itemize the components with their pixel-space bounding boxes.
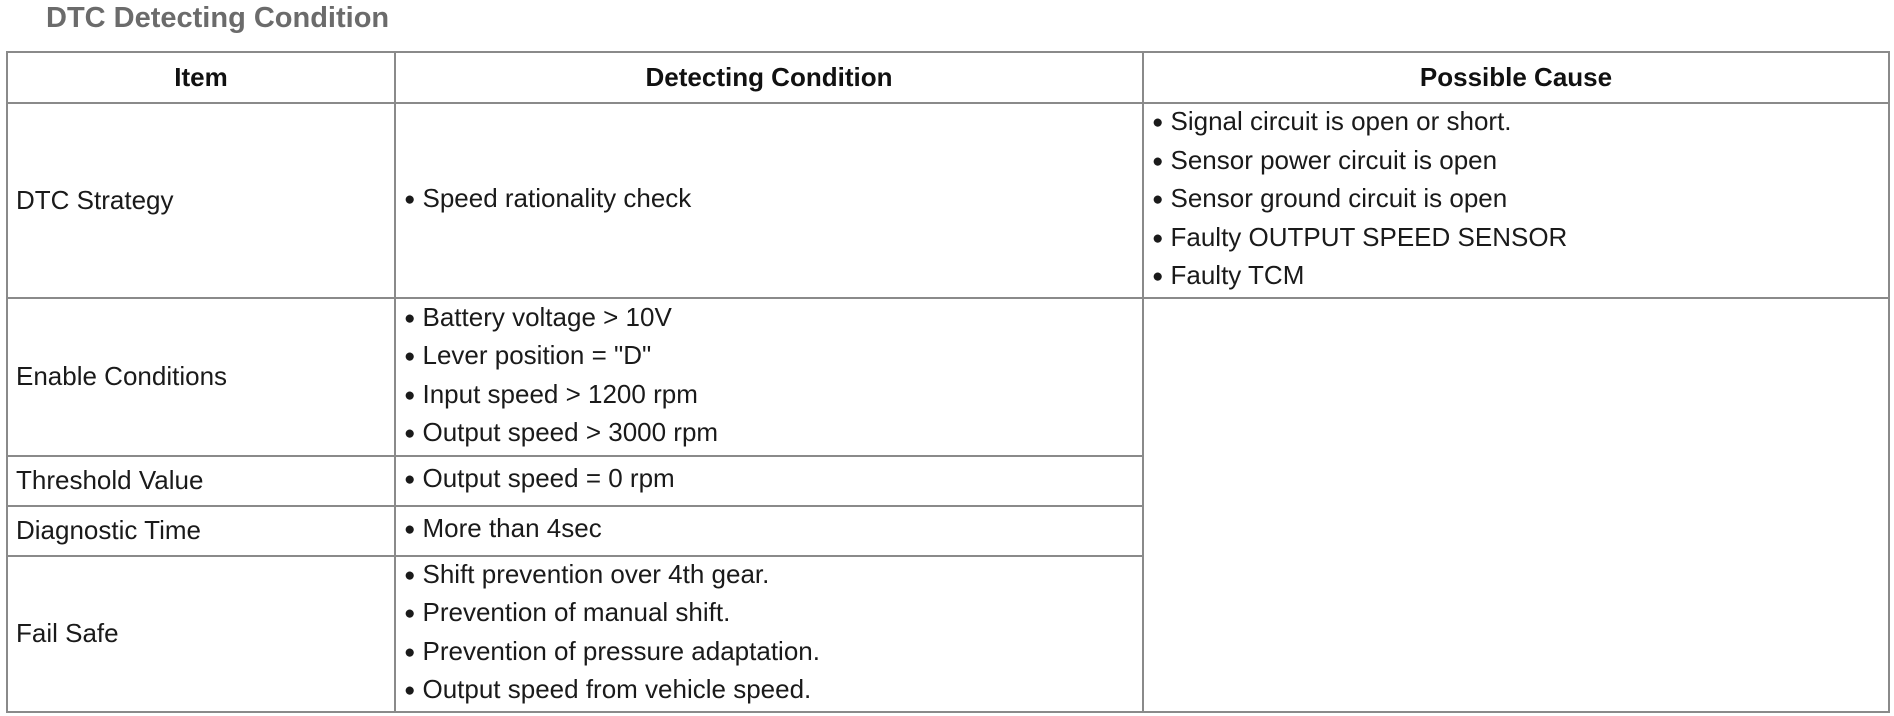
table-row [7,103,1889,298]
table-header-row [7,52,1889,103]
list-item: ● Prevention of manual shift. [404,595,1134,634]
page-title: DTC Detecting Condition [46,2,390,34]
detecting-condition-cell [395,456,1143,506]
cause-list [1152,104,1880,297]
header-item: Item [7,52,395,103]
item-cell: Enable Conditions [7,298,395,456]
condition-list [404,300,1134,454]
list-item: ● Faulty OUTPUT SPEED SENSOR [1152,220,1880,259]
list-item: ● Output speed = 0 rpm [404,461,1134,500]
dtc-condition-table [6,51,1890,713]
list-item: ● Speed rationality check [404,181,1134,220]
list-item: ● Shift prevention over 4th gear. [404,557,1134,596]
list-item: ● Sensor ground circuit is open [1152,181,1880,220]
detecting-condition-cell [395,103,1143,298]
header-possible-cause: Possible Cause [1143,52,1889,103]
list-item: ● Lever position = "D" [404,338,1134,377]
item-cell: Diagnostic Time [7,506,395,556]
possible-cause-cell [1143,103,1889,298]
list-item: ● Prevention of pressure adaptation. [404,634,1134,673]
list-item: ● Input speed > 1200 rpm [404,377,1134,416]
detecting-condition-cell [395,506,1143,556]
header-detecting-condition: Detecting Condition [395,52,1143,103]
detecting-condition-cell [395,298,1143,456]
table-row [7,298,1889,456]
item-cell: Fail Safe [7,556,395,712]
condition-list [404,557,1134,711]
list-item: ● Signal circuit is open or short. [1152,104,1880,143]
item-cell: DTC Strategy [7,103,395,298]
list-item: ● Output speed > 3000 rpm [404,415,1134,454]
condition-list [404,461,1134,500]
detecting-condition-cell [395,556,1143,712]
list-item: ● Battery voltage > 10V [404,300,1134,339]
possible-cause-empty-cell [1143,298,1889,712]
condition-list [404,511,1134,550]
item-cell: Threshold Value [7,456,395,506]
list-item: ● Sensor power circuit is open [1152,143,1880,182]
condition-list [404,181,1134,220]
list-item: ● Output speed from vehicle speed. [404,672,1134,711]
list-item: ● Faulty TCM [1152,258,1880,297]
list-item: ● More than 4sec [404,511,1134,550]
